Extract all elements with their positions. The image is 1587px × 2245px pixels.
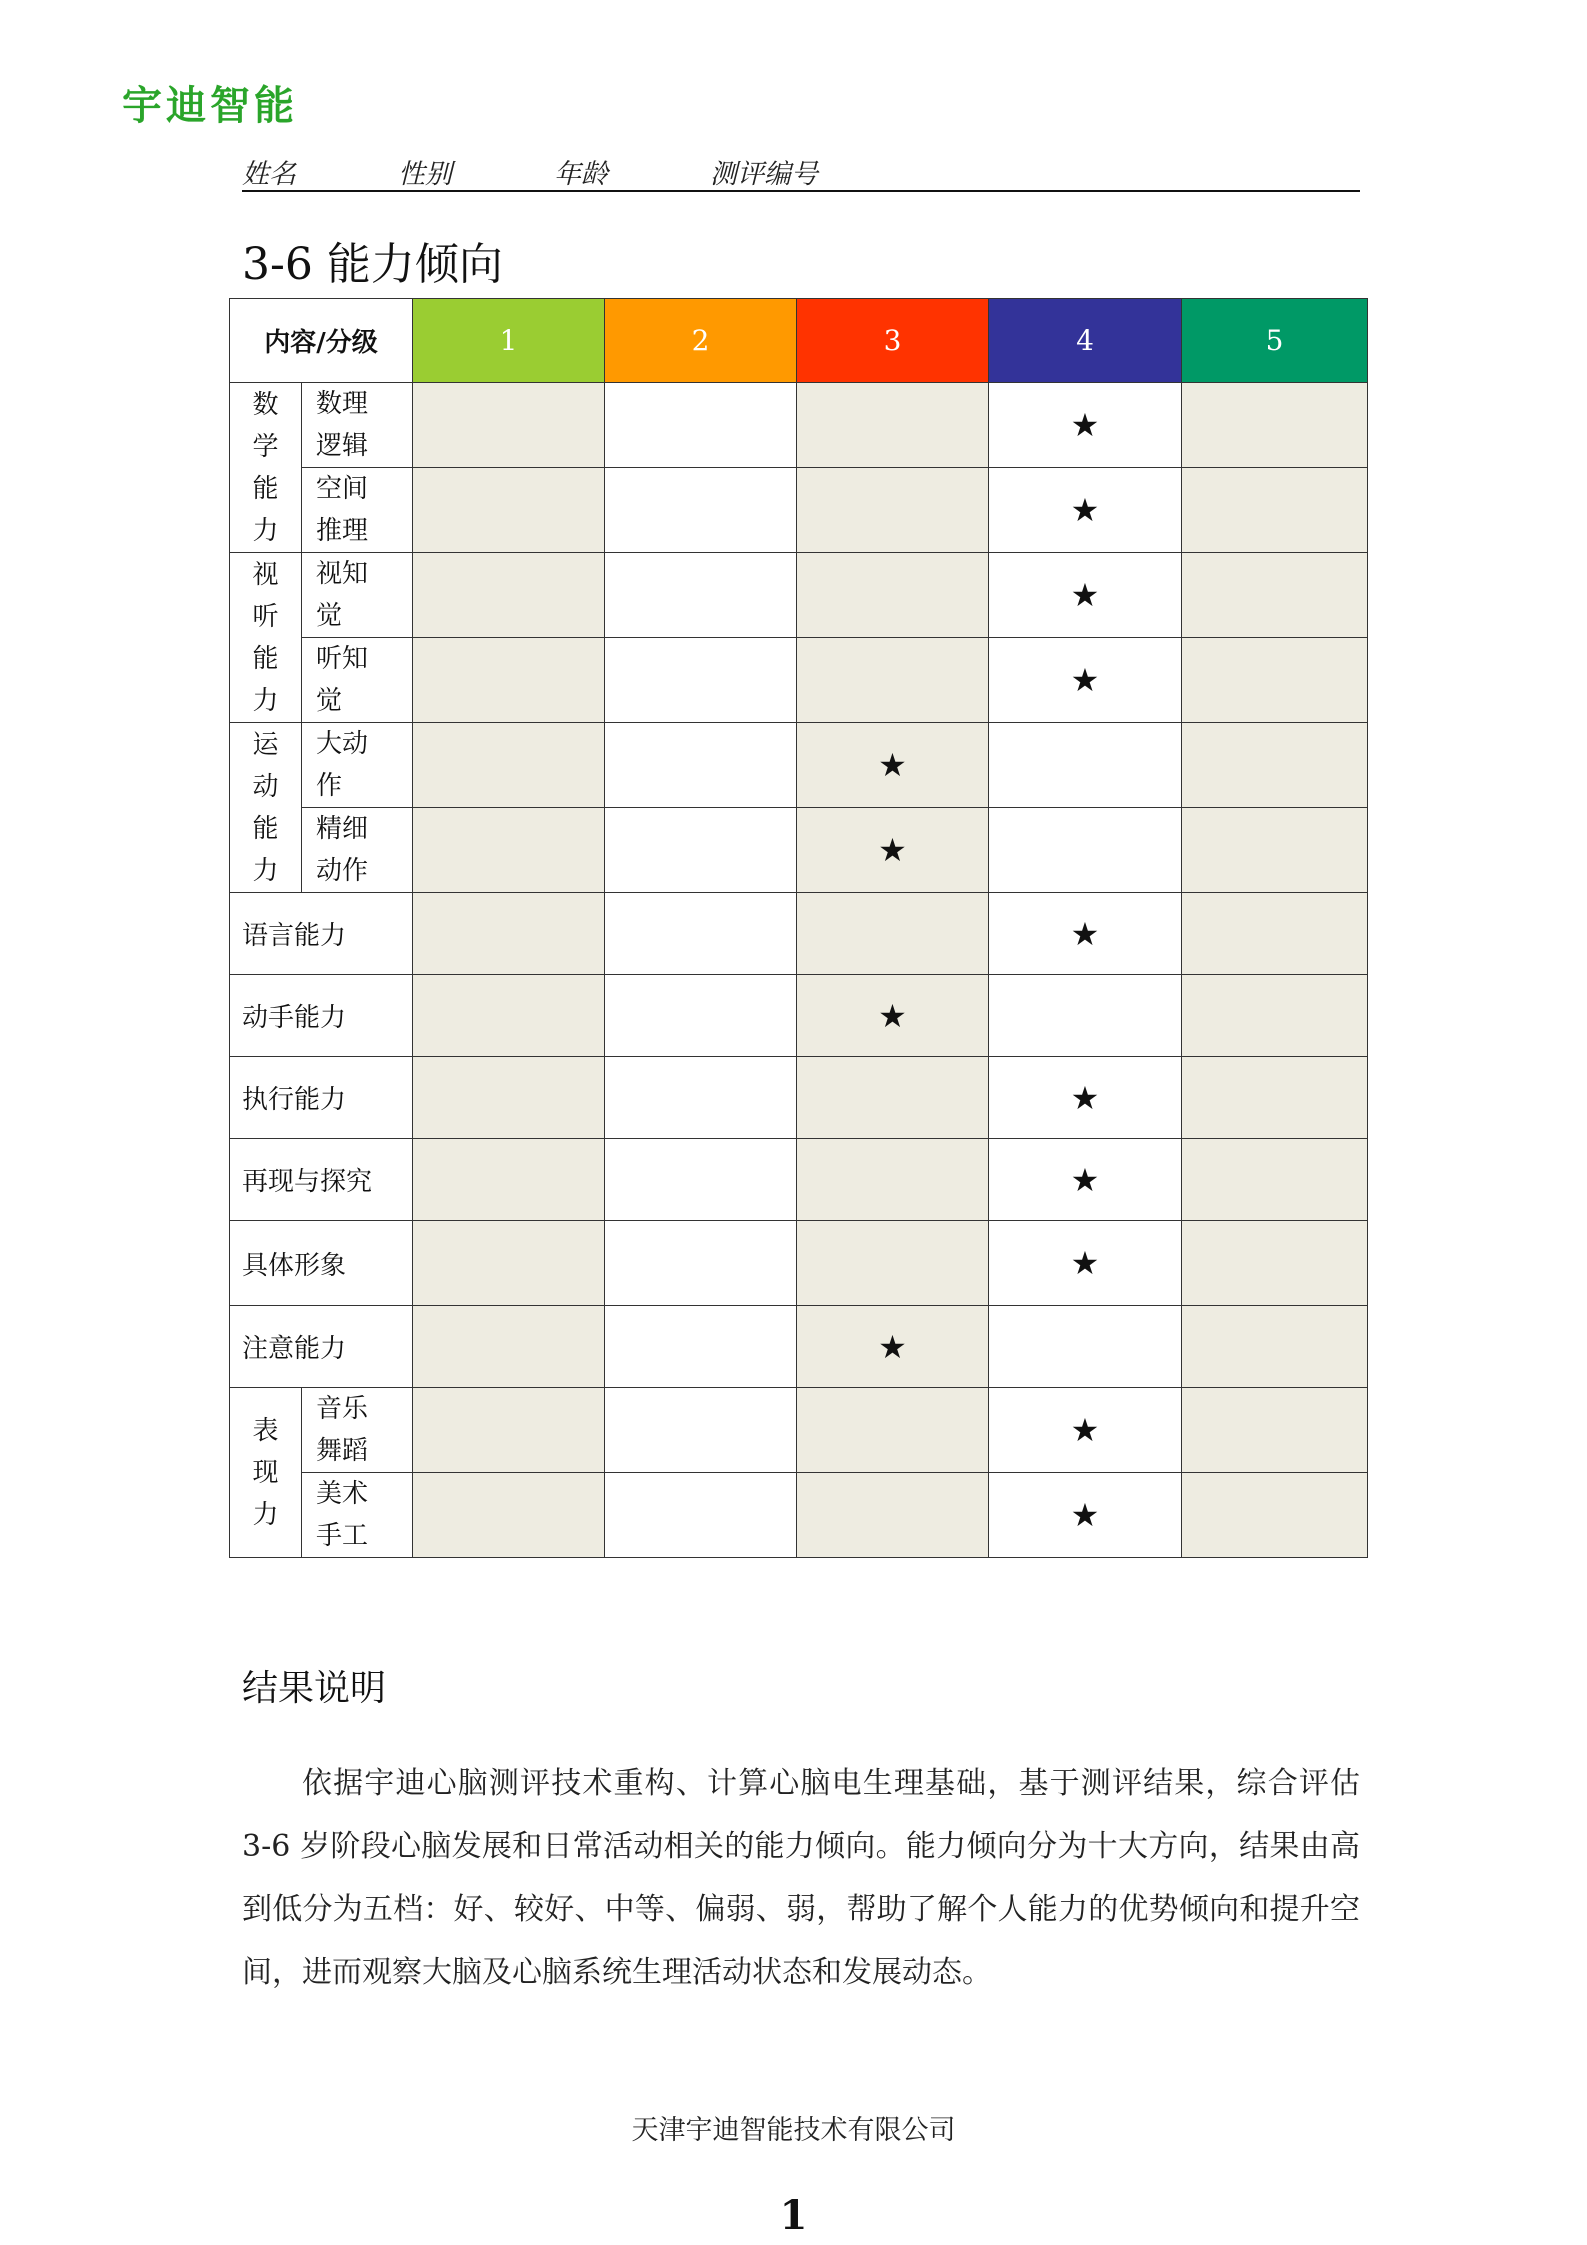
level-5-cell: [1182, 1057, 1368, 1139]
star-icon: ★: [1070, 1160, 1100, 1199]
level-1-cell: [413, 1388, 605, 1473]
level-5-cell: [1182, 723, 1368, 808]
level-3-cell: [797, 1221, 989, 1306]
level-5-cell: [1182, 1306, 1368, 1388]
sub-ability-text: 美术手工: [316, 1479, 369, 1551]
level-4-cell: [989, 1306, 1182, 1388]
level-4-header: 4: [989, 299, 1182, 383]
level-5-cell: [1182, 893, 1368, 975]
group-label: [230, 1388, 302, 1558]
star-icon: ★: [1070, 1244, 1100, 1282]
ability-label: 再现与探究: [230, 1139, 413, 1221]
sub-ability-text: 精细动作: [316, 814, 369, 886]
level-3-cell: [797, 1057, 989, 1139]
ability-label: 执行能力: [230, 1057, 413, 1139]
page-number: 1: [779, 2192, 808, 2239]
sub-ability-label: [302, 638, 413, 723]
sub-ability-text: 音乐舞蹈: [316, 1394, 369, 1466]
ability-label: 语言能力: [230, 893, 413, 975]
star-icon: ★: [1070, 1078, 1100, 1117]
level-5-cell: [1182, 1221, 1368, 1306]
star-icon: ★: [1070, 576, 1100, 614]
level-4-cell: [989, 975, 1182, 1057]
table-row: [230, 383, 1368, 468]
level-2-cell: [605, 553, 797, 638]
level-2-cell: [605, 975, 797, 1057]
level-1-cell: [413, 723, 605, 808]
level-4-cell: [989, 638, 1182, 723]
table-row: [230, 468, 1368, 553]
ability-label: 动手能力: [230, 975, 413, 1057]
level-2-header: 2: [605, 299, 797, 383]
test-id-field-label: 测评编号: [710, 159, 818, 190]
group-label-text: 视听能力: [252, 559, 279, 716]
sub-ability-text: 大动作: [316, 729, 369, 801]
group-label: [230, 553, 302, 723]
header-label: 内容/分级: [230, 299, 413, 383]
company-logo: 宇迪智能: [122, 83, 298, 129]
star-icon: ★: [878, 996, 907, 1035]
level-2-cell: [605, 1473, 797, 1558]
level-3-cell: [797, 893, 989, 975]
level-1-cell: [413, 808, 605, 893]
sub-ability-text: 数理逻辑: [316, 389, 369, 461]
level-3-cell: [797, 1139, 989, 1221]
level-2-cell: [605, 468, 797, 553]
sub-ability-label: [302, 553, 413, 638]
level-4-cell: [989, 383, 1182, 468]
level-2-cell: [605, 1388, 797, 1473]
name-field-label: 姓名: [242, 159, 296, 190]
level-2-cell: [605, 1139, 797, 1221]
level-5-cell: [1182, 1473, 1368, 1558]
level-2-cell: [605, 1221, 797, 1306]
sub-ability-text: 空间推理: [316, 474, 369, 546]
level-1-cell: [413, 1221, 605, 1306]
result-description: 依据宇迪心脑测评技术重构、计算心脑电生理基础，基于测评结果，综合评估 3-6 岁阶段心脑发展和日常活动相关的能力倾向。能力倾向分为十大方向，结果由高到低分为五档：好、较好、中等、偏弱、弱，帮助了解个人能力的优势倾向和提升空间，进而观察大脑及心脑系统生理活动状态和发展动态。: [242, 1766, 1360, 1990]
table-row: [230, 1473, 1368, 1558]
level-2-cell: [605, 1306, 797, 1388]
level-4-cell: [989, 1221, 1182, 1306]
group-label-text: 运动能力: [252, 729, 279, 886]
star-icon: ★: [1070, 1496, 1100, 1534]
sub-ability-text: 听知觉: [316, 644, 369, 716]
star-icon: ★: [878, 746, 907, 784]
level-1-cell: [413, 638, 605, 723]
level-5-cell: [1182, 975, 1368, 1057]
sub-ability-label: [302, 1388, 413, 1473]
level-3-cell: [797, 1388, 989, 1473]
level-5-cell: [1182, 1139, 1368, 1221]
level-1-header: 1: [413, 299, 605, 383]
sub-ability-label: [302, 808, 413, 893]
table-row: [230, 1388, 1368, 1473]
level-4-cell: [989, 1388, 1182, 1473]
level-1-cell: [413, 1139, 605, 1221]
table-row: [230, 1221, 1368, 1306]
star-icon: ★: [878, 1327, 907, 1366]
level-1-cell: [413, 383, 605, 468]
table-row: [230, 723, 1368, 808]
level-4-cell: [989, 553, 1182, 638]
level-2-cell: [605, 808, 797, 893]
level-2-cell: [605, 723, 797, 808]
level-4-cell: [989, 1473, 1182, 1558]
level-4-cell: [989, 1139, 1182, 1221]
level-1-cell: [413, 975, 605, 1057]
level-2-cell: [605, 638, 797, 723]
level-1-cell: [413, 1473, 605, 1558]
star-icon: ★: [1070, 491, 1100, 529]
table-row: [230, 1306, 1368, 1388]
table-header-row: [230, 299, 1368, 383]
level-4-cell: [989, 893, 1182, 975]
level-2-cell: [605, 1057, 797, 1139]
age-field-label: 年龄: [554, 159, 608, 190]
table-row: [230, 1057, 1368, 1139]
ability-tendency-table: [229, 298, 1368, 1558]
level-3-header: 3: [797, 299, 989, 383]
level-3-cell: [797, 638, 989, 723]
level-5-cell: [1182, 638, 1368, 723]
level-2-cell: [605, 893, 797, 975]
level-5-cell: [1182, 553, 1368, 638]
ability-label: 具体形象: [230, 1221, 413, 1306]
level-1-cell: [413, 553, 605, 638]
level-3-cell: [797, 1306, 989, 1388]
level-5-cell: [1182, 1388, 1368, 1473]
table-row: [230, 808, 1368, 893]
ability-label: 注意能力: [230, 1306, 413, 1388]
star-icon: ★: [1070, 406, 1100, 444]
table-row: [230, 553, 1368, 638]
star-icon: ★: [1070, 914, 1100, 953]
result-title: 结果说明: [242, 1668, 387, 1709]
star-icon: ★: [1070, 661, 1100, 699]
company-footer: 天津宇迪智能技术有限公司: [631, 2115, 956, 2146]
sub-ability-text: 视知觉: [316, 559, 369, 631]
level-3-cell: [797, 553, 989, 638]
table-row: [230, 1139, 1368, 1221]
level-3-cell: [797, 1473, 989, 1558]
level-1-cell: [413, 1306, 605, 1388]
table-row: [230, 893, 1368, 975]
sub-ability-label: [302, 383, 413, 468]
level-5-cell: [1182, 808, 1368, 893]
group-label-text: 数学能力: [252, 389, 279, 546]
level-3-cell: [797, 808, 989, 893]
level-3-cell: [797, 383, 989, 468]
sub-ability-label: [302, 723, 413, 808]
level-3-cell: [797, 975, 989, 1057]
level-1-cell: [413, 468, 605, 553]
level-4-cell: [989, 1057, 1182, 1139]
table-row: [230, 638, 1368, 723]
group-label: [230, 383, 302, 553]
star-icon: ★: [1070, 1411, 1100, 1449]
level-4-cell: [989, 808, 1182, 893]
level-1-cell: [413, 893, 605, 975]
level-3-cell: [797, 468, 989, 553]
level-5-header: 5: [1182, 299, 1368, 383]
level-4-cell: [989, 468, 1182, 553]
student-info-row: [242, 150, 1360, 192]
section-title: 3-6 能力倾向: [242, 239, 503, 290]
level-3-cell: [797, 723, 989, 808]
level-2-cell: [605, 383, 797, 468]
sub-ability-label: [302, 468, 413, 553]
level-5-cell: [1182, 383, 1368, 468]
group-label-text: 表现力: [252, 1415, 279, 1530]
gender-field-label: 性别: [398, 159, 452, 190]
star-icon: ★: [878, 831, 907, 869]
level-1-cell: [413, 1057, 605, 1139]
group-label: [230, 723, 302, 893]
sub-ability-label: [302, 1473, 413, 1558]
table-row: [230, 975, 1368, 1057]
level-4-cell: [989, 723, 1182, 808]
level-5-cell: [1182, 468, 1368, 553]
